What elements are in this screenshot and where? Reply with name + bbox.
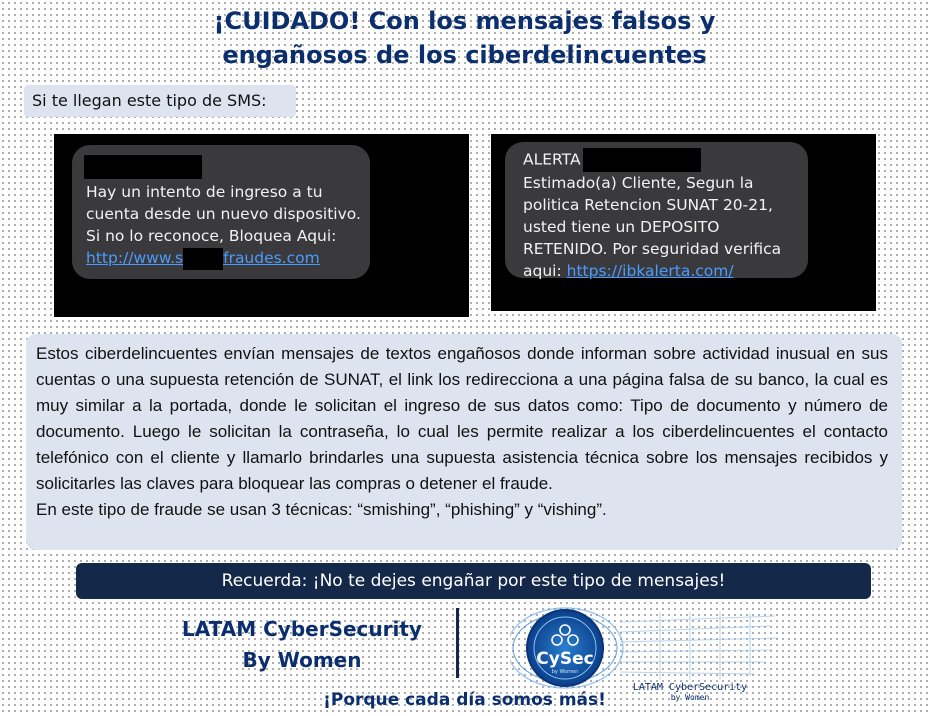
title-line-1: ¡CUIDADO! Con los mensajes falsos y (213, 7, 716, 35)
tagline: ¡Porque cada día somos más! (323, 690, 606, 710)
sms2-line-2: Estimado(a) Cliente, Segun la (523, 174, 754, 192)
reminder-banner: Recuerda: ¡No te dejes engañar por este tipo de mensajes! (76, 563, 871, 599)
sms1-line-3: Si no lo reconoce, Bloquea Aqui: (86, 227, 337, 245)
sms-bubble-2 (505, 142, 808, 278)
sms2-line-5: RETENIDO. Por seguridad verifica (523, 240, 782, 258)
sms-screenshot-2 (491, 134, 876, 311)
logo-caption-1: LATAM CyberSecurity (632, 682, 748, 693)
vertical-divider (456, 608, 459, 678)
cysec-logo (510, 602, 790, 702)
sms2-line-6 (523, 260, 798, 282)
title-line-2: engañosos de los ciberdelincuentes (222, 41, 707, 69)
sms-screenshot-1 (54, 134, 469, 317)
sms2-line-1 (523, 148, 798, 172)
redacted-bank (583, 148, 701, 172)
description-paragraph-2: En este tipo de fraude se usan 3 técnicas: “smishing”, “phishing” y “vishing”. (36, 500, 607, 519)
sms-bubble-1 (72, 145, 370, 279)
sms1-line-2: cuenta desde un nuevo dispositivo. (86, 205, 361, 223)
sms2-line-3: politica Retencion SUNAT 20-21, (523, 196, 773, 214)
description-paragraph-1: Estos ciberdelincuentes envían mensajes de textos engañosos donde informan sobre actividad inusual en sus cuentas o una supuesta retención de SUNAT, el link los redirecciona a una página falsa de su banco, la cual es muy similar a la portada, donde le solicitan el ingreso de sus datos como: Tipo de documento y número de documento. Luego le solicitan la contraseña, lo cual les permite realizar a los ciberdelincuentes el contacto telefónico con el cliente y llamarlo brindarles una supuesta asistencia técnica sobre los mensajes recibidos y solicitarles las claves para bloquear las compras o detener el fraude. (36, 344, 888, 493)
org-name-line-1: LATAM CyberSecurity (182, 617, 422, 641)
sms2-link[interactable]: https://ibkalerta.com/ (566, 262, 734, 280)
redacted-sender (84, 155, 202, 179)
logo-caption-2: by Women (670, 693, 710, 702)
sms1-link-suffix: fraudes.com (223, 249, 320, 267)
logo-graphic (510, 602, 790, 702)
org-name (150, 614, 454, 676)
redacted-domain (183, 248, 223, 270)
sms1-link-prefix: http://www.s (86, 249, 184, 267)
intro-label: Si te llegan este tipo de SMS: (24, 85, 296, 117)
sms2-line-4: usted tiene un DEPOSITO (523, 218, 720, 236)
page-title (0, 4, 929, 72)
sms1-line-1: Hay un intento de ingreso a tu (86, 183, 323, 201)
sms2-line-6-prefix: aqui: (523, 262, 567, 280)
sms2-alert-label: ALERTA (523, 150, 581, 169)
org-name-line-2: By Women (242, 648, 362, 672)
logo-text: CySec (536, 649, 594, 669)
description-panel (26, 334, 902, 550)
sms1-link[interactable] (86, 247, 356, 270)
logo-small-text: by Women (551, 669, 579, 675)
